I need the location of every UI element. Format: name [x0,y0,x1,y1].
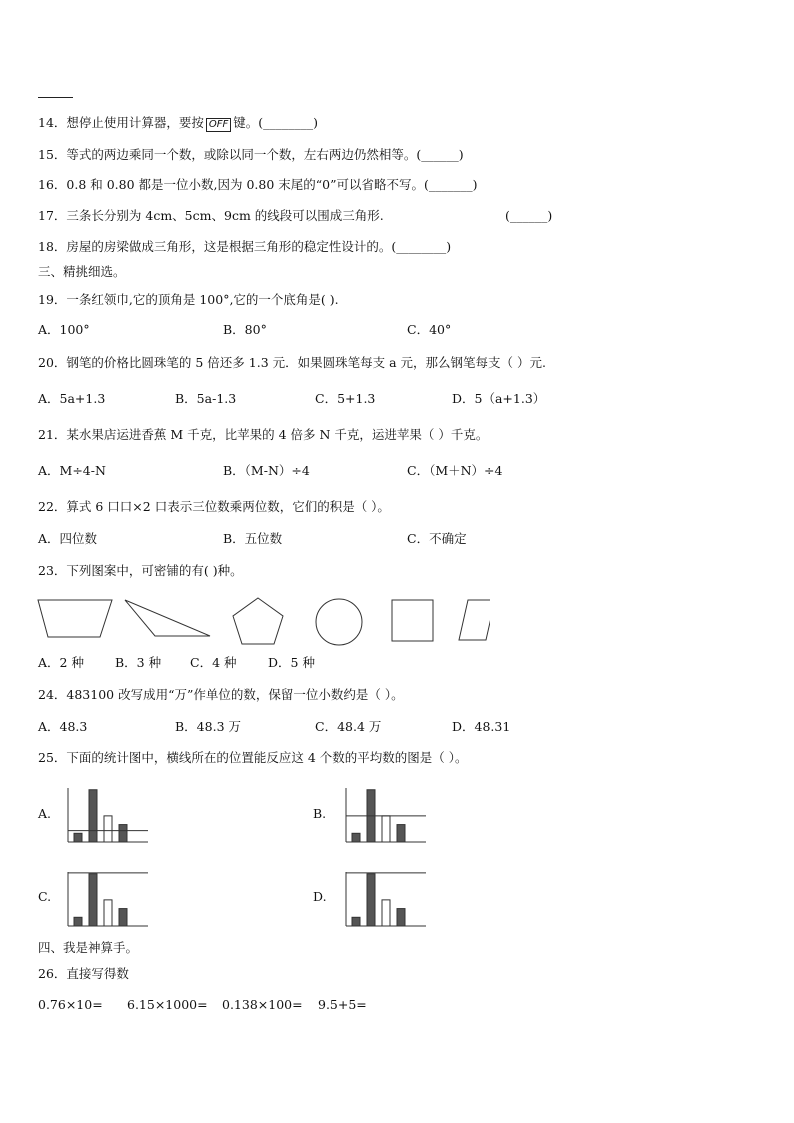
circle-shape [316,599,362,645]
option-21b: B．（M-N）÷4 [223,463,310,478]
option-21c: C．（M＋N）÷4 [407,463,503,478]
bar [74,917,82,926]
off-key-icon: OFF [206,118,231,132]
question-17: 17．三条长分别为 4cm、5cm、9cm 的线段可以围成三角形. [38,208,384,223]
option-24a: A．48.3 [38,719,88,734]
option-24d: D．48.31 [452,719,511,734]
bar [119,825,127,842]
parallelogram-shape [459,600,490,640]
bar [74,833,82,842]
trapezoid-shape [38,600,112,637]
option-21a: A．M÷4-N [38,463,106,478]
option-20a: A．5a+1.3 [38,391,106,406]
option-25d-label: D. [313,889,327,904]
option-24c: C．48.4 万 [315,719,382,734]
option-19c: C．40° [407,322,452,337]
question-23-stem: 23．下列图案中，可密铺的有( )种。 [38,563,243,578]
option-20b: B．5a-1.3 [175,391,237,406]
question-19-stem: 19．一条红领巾,它的顶角是 100°,它的一个底角是( ). [38,292,339,307]
bar [397,909,405,926]
bar [89,790,97,842]
option-20d: D．5（a+1.3） [452,391,546,406]
option-25a-label: A. [38,806,52,821]
pentagon-shape [233,598,283,644]
mini-bar-chart-c [62,868,152,930]
question-26-stem: 26．直接写得数 [38,966,129,981]
question-24-stem: 24．483100 改写成用“万”作单位的数，保留一位小数约是（ ）。 [38,687,404,702]
option-19a: A．100° [38,322,90,337]
bar [352,917,360,926]
mini-bar-chart-d [340,868,430,930]
option-19b: B．80° [223,322,267,337]
calc-item-2: 6.15×1000= [127,997,208,1012]
square-shape [392,600,433,641]
option-20c: C．5+1.3 [315,391,376,406]
option-23c: C．4 种 [190,655,237,670]
question-25-stem: 25．下面的统计图中，横线所在的位置能反应这 4 个数的平均数的图是（ ）。 [38,750,468,765]
option-25c-label: C. [38,889,52,904]
question-14-text: 14．想停止使用计算器，要按 [38,115,204,130]
calc-item-1: 0.76×10= [38,997,103,1012]
bar [104,900,112,926]
bar [89,874,97,926]
section-3-heading: 三、精挑细选。 [38,264,126,279]
bar [397,825,405,842]
triangle-shape [125,600,210,636]
question-15: 15．等式的两边乘同一个数，或除以同一个数，左右两边仍然相等。(______) [38,147,464,162]
calc-item-3: 0.138×100= [222,997,303,1012]
section-4-heading: 四、我是神算手。 [38,940,139,955]
bar [104,816,112,842]
option-25b-label: B. [313,806,327,821]
option-23a: A．2 种 [38,655,84,670]
option-22b: B．五位数 [223,531,283,546]
option-23d: D．5 种 [268,655,315,670]
option-24b: B．48.3 万 [175,719,241,734]
calc-item-4: 9.5+5= [318,997,367,1012]
bar [352,833,360,842]
question-20-stem: 20．钢笔的价格比圆珠笔的 5 倍还多 1.3 元．如果圆珠笔每支 a 元，那么钢笔每支（ ）元. [38,355,546,370]
top-rule [38,97,73,98]
question-14-blank: 键。(________) [233,115,319,130]
mini-bar-chart-b [340,784,430,846]
bar [382,900,390,926]
question-14 [38,115,318,132]
option-23b: B．3 种 [115,655,162,670]
question-16: 16．0.8 和 0.80 都是一位小数,因为 0.80 末尾的“0”可以省略不写。(_______) [38,177,478,192]
tiling-shapes [30,592,490,648]
option-22a: A．四位数 [38,531,98,546]
bar [119,909,127,926]
question-22-stem: 22．算式 6 口口×2 口表示三位数乘两位数，它们的积是（ ）。 [38,499,390,514]
question-17-blank: (______) [505,208,553,223]
bar [382,816,390,842]
mini-bar-chart-a [62,784,152,846]
option-22c: C．不确定 [407,531,467,546]
question-21-stem: 21．某水果店运进香蕉 M 千克，比苹果的 4 倍多 N 千克，运进苹果（ ）千克。 [38,427,489,442]
question-18: 18．房屋的房梁做成三角形，这是根据三角形的稳定性设计的。(________) [38,239,452,254]
bar [367,874,375,926]
